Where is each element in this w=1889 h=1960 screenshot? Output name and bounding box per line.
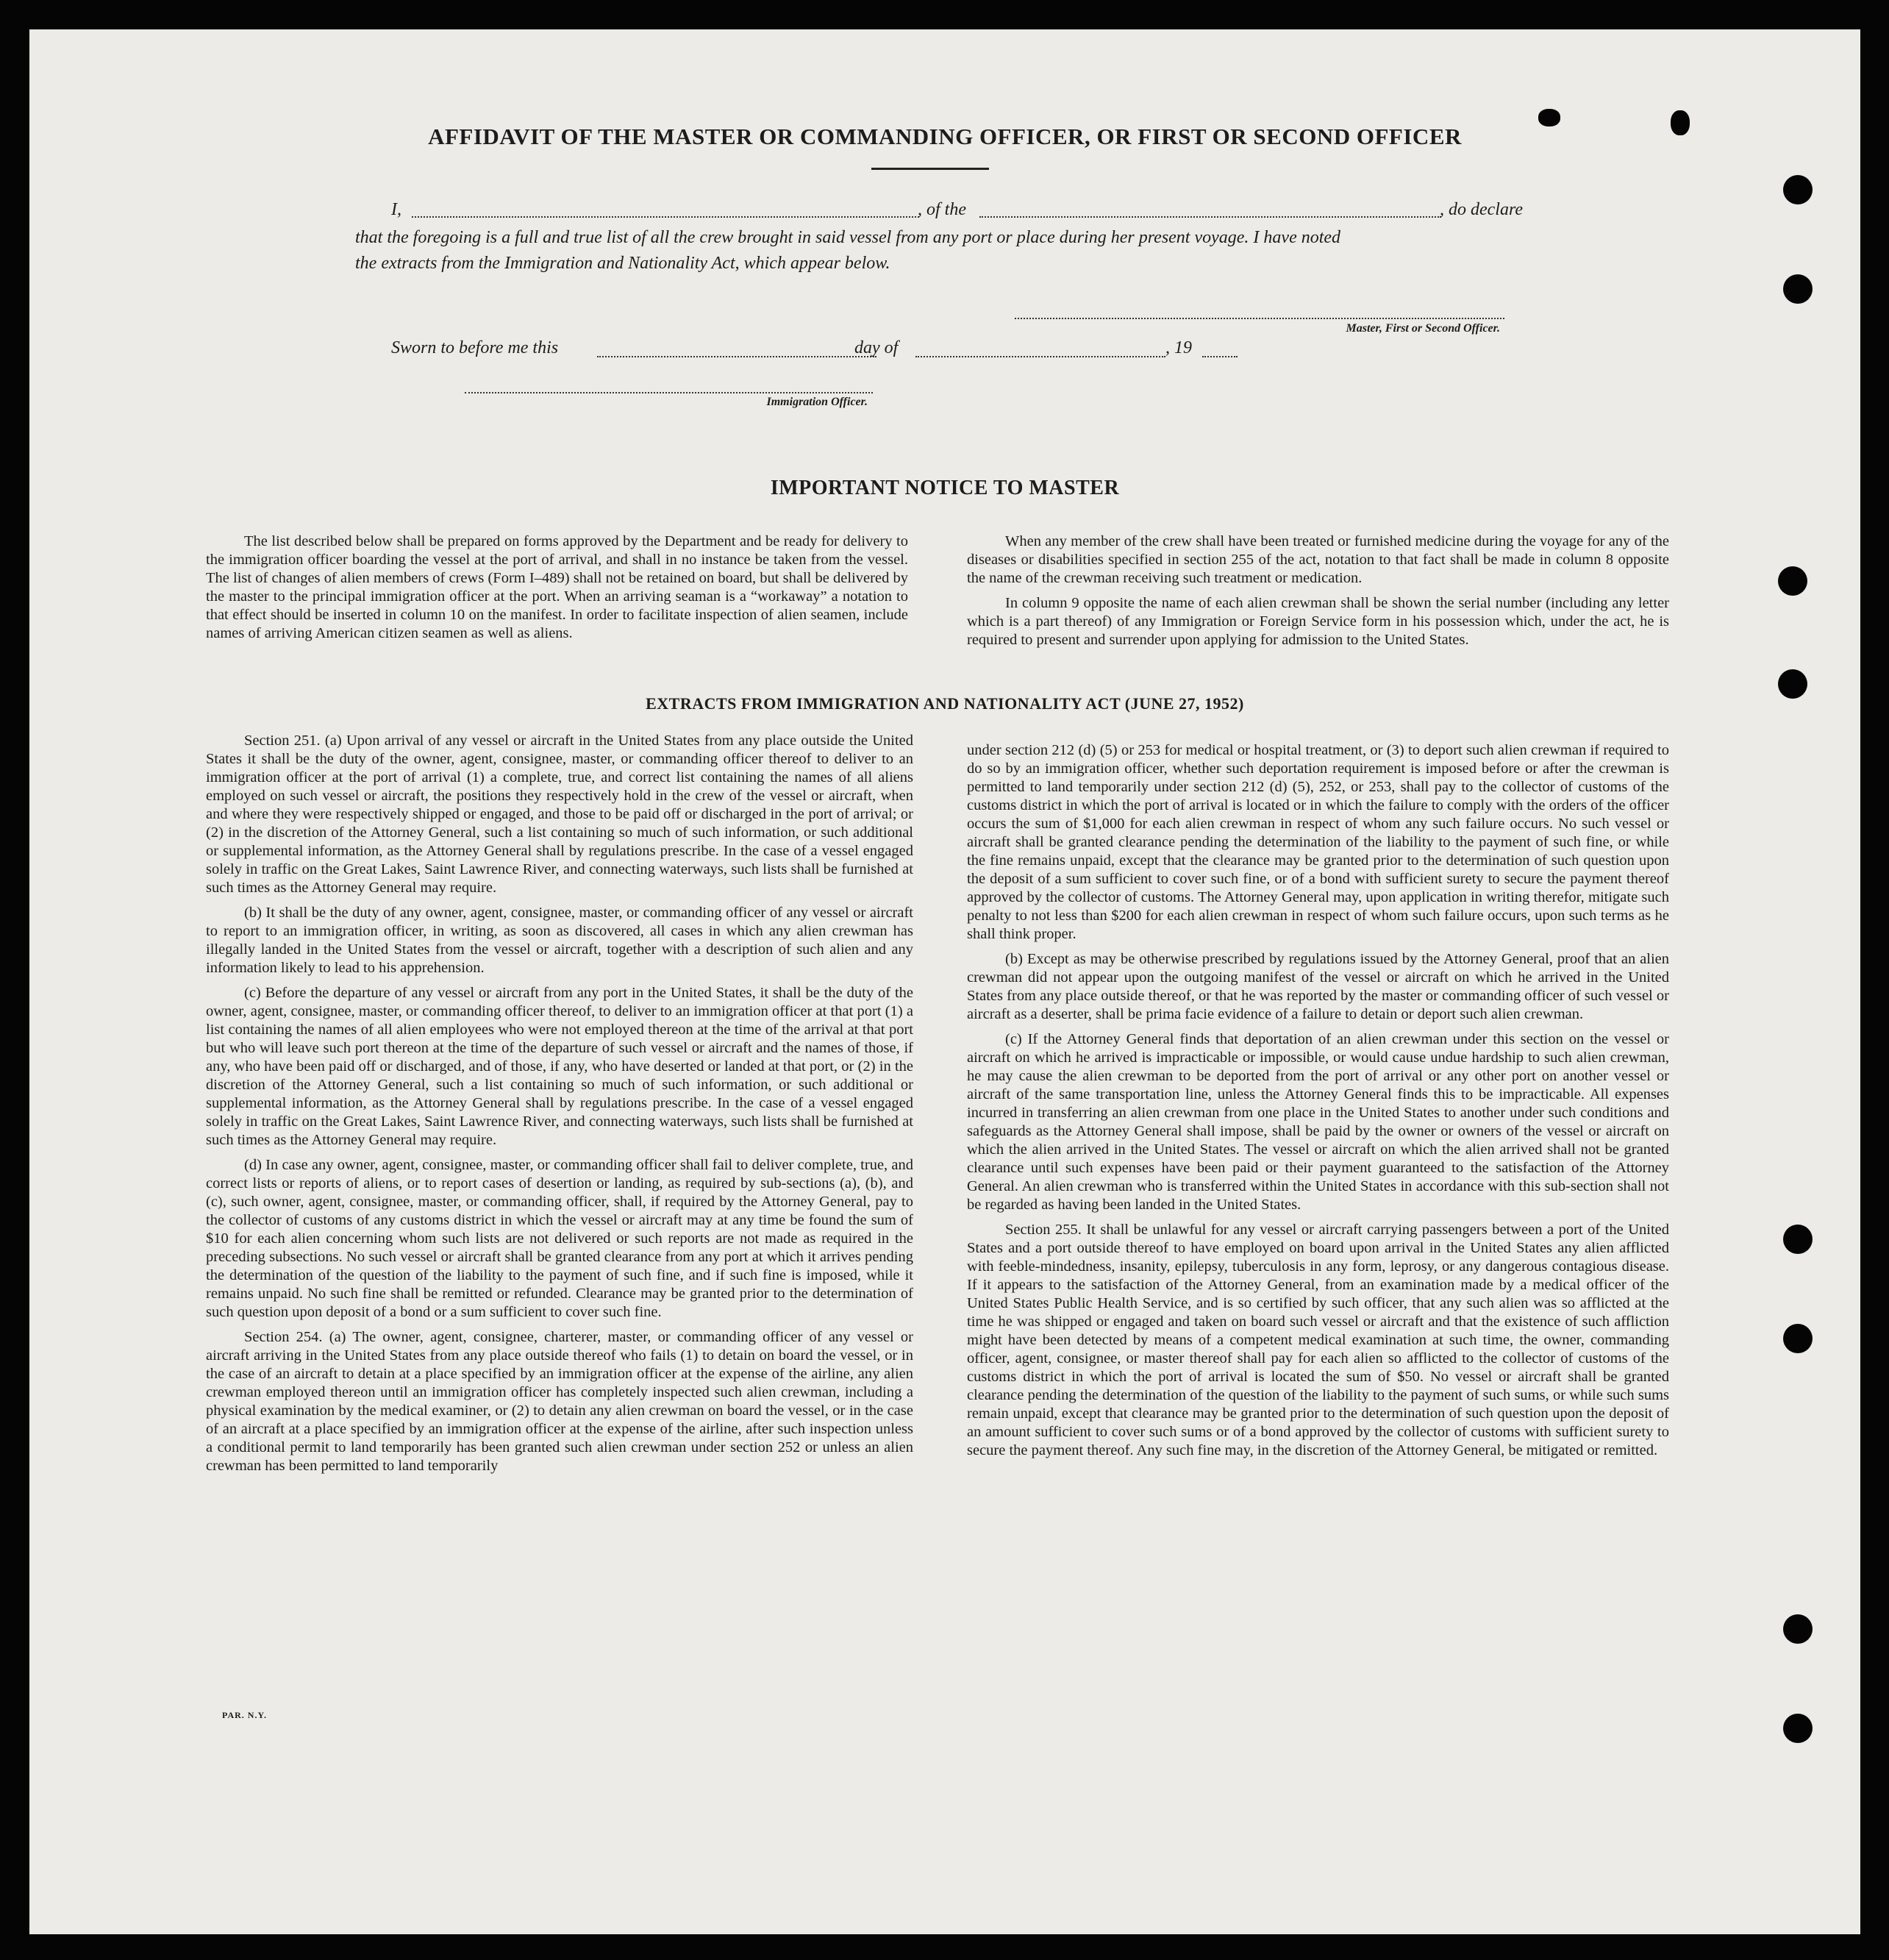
officer-caption: Immigration Officer. [766,396,868,408]
title-underline [871,168,989,170]
extracts-left-column [206,732,913,1482]
printer-code: PAR. N.Y. [222,1710,268,1720]
notice-paragraph: The list described below shall be prepared on forms approved by the Department and be ready for delivery to the immigration officer boarding the vessel at the port of arrival, and shall in no instance be taken from the vessel. The list of changes of alien members of crews (Form I–489) shall not be retained on board, but shall be delivered by the master to the principal immigration officer at the port. When an arriving seaman is a “workaway” a notation to that effect should be inserted in column 10 on the manifest. In order to facilitate inspection of alien seamen, include names of arriving American citizen seamen as well as aliens. [206,533,908,641]
sworn-month-line[interactable] [915,356,1165,357]
extracts-title: EXTRACTS FROM IMMIGRATION AND NATIONALITY ACT (JUNE 27, 1952) [646,694,1244,713]
year-label: , 19 [1165,338,1192,357]
section-paragraph: (b) It shall be the duty of any owner, agent, consignee, master, or commanding officer of any vessel or aircraft to report to an immigration officer, in writing, as soon as discovered, all cases in which any alien crewman has illegally landed in the United States from the vessel or aircraft, together with a description of such alien and any information likely to lead to his apprehension. [206,905,913,976]
word-do-declare: , do declare [1440,200,1524,219]
day-of-label: day of [854,338,899,357]
binder-hole [1783,1324,1813,1353]
binder-hole [1778,669,1807,699]
officer-signature-line[interactable] [465,392,873,393]
section-paragraph: Section 255. It shall be unlawful for any vessel or aircraft carrying passengers between a port of the United States and a port outside thereof to have employed on board upon arrival in the United States any alien afflicted with feeble-mindedness, insanity, epilepsy, tuberculosis in any form, leprosy, or any dangerous contagious disease. If it appears to the satisfaction of the Attorney General, from an examination made by a medical officer of the United States Public Health Service, and is so certified by such officer, that any such alien was so afflicted at the time he was shipped or engaged and taken on board such vessel or aircraft and that the existence of such affliction might have been detected by means of a competent medical examination at such time, the owner, commanding officer, agent, consignee, or master thereof shall pay for each alien so afflicted to the collector of customs of the customs district in which the port of arrival is located the sum of $50. No vessel or aircraft shall be granted clearance pending the determination of the question of the liability to the payment of such sums, or while such sums remain unpaid, except that clearance may be granted prior to the determination of such question upon the deposit of an amount sufficient to cover such sums or of a bond approved by the collector of customs with sufficient surety to secure the payment thereof. Any such fine may, in the discretion of the Attorney General, be mitigated or remitted. [967,1222,1669,1458]
binder-hole [1783,274,1813,304]
word-of-the: , of the [918,200,966,219]
affidavit-title: AFFIDAVIT OF THE MASTER OR COMMANDING OFFICER, OR FIRST OR SECOND OFFICER [428,124,1462,149]
extracts-right-column [967,741,1669,1467]
sworn-label: Sworn to before me this [391,338,559,357]
master-signature-line[interactable] [1015,318,1504,319]
notice-paragraph: When any member of the crew shall have been treated or furnished medicine during the voyage for any of the diseases or disabilities specified in section 255 of the act, notation to that fact shall be made in column 8 opposite the name of the crewman receiving such treatment or medication. [967,533,1669,586]
section-paragraph: Section 251. (a) Upon arrival of any vessel or aircraft in the United States from any place outside the United States it shall be the duty of the owner, agent, consignee, master, or commanding officer thereof to deliver to an immigration officer at the port of arrival (1) a complete, true, and correct list containing the names of all aliens employed on such vessel or aircraft, the positions they respectively hold in the crew of the vessel or aircraft, when and where they were respectively shipped or engaged, and those to be paid off or discharged in the port of arrival; or (2) in the discretion of the Attorney General, such a list containing so much of such information, or such additional or supplemental information, as the Attorney General shall by regulations prescribe. In the case of a vessel engaged solely in traffic on the Great Lakes, Saint Lawrence River, and connecting waterways, such lists shall be furnished at such times as the Attorney General may require. [206,733,913,896]
section-paragraph: (d) In case any owner, agent, consignee, master, or commanding officer shall fail to deliver complete, true, and correct lists or reports of aliens, or to report cases of desertion or landing, as required by sub-sections (a), (b), and (c), such owner, agent, consignee, master, or commanding officer, shall, if required by the Attorney General, pay to the collector of customs of any customs district in which the vessel or aircraft may at any time be found the sum of $10 for each alien concerning whom such lists are not delivered or such reports are not made as required in the preceding subsections. No such vessel or aircraft shall be granted clearance from any port at which it arrives pending the determination of the question of the liability to the payment of such fine, and if such fine is imposed, while it remains unpaid. No such fine shall be remitted or refunded. Clearance may be granted prior to the determination of such question upon deposit of a bond or a sum sufficient to cover such fine. [206,1157,913,1320]
declarant-name-line[interactable] [412,216,919,218]
declaration-line-2: that the foregoing is a full and true list of all the crew brought in said vessel from any port or place during her present voyage. I have noted [355,228,1341,247]
section-paragraph: (b) Except as may be otherwise prescribed by regulations issued by the Attorney General, proof that an alien crewman did not appear upon the outgoing manifest of the vessel or aircraft on which he arrived in the United States from any place outside thereof, or that he was reported by the master or commanding officer of such vessel or aircraft as a deserter, shall be prima facie evidence of a failure to detain or deport such alien crewman. [967,951,1669,1022]
binder-hole [1783,175,1813,204]
sworn-day-line[interactable] [597,356,876,357]
ink-blot [1671,110,1690,135]
binder-hole [1783,1714,1813,1743]
sworn-year-line[interactable] [1202,356,1238,357]
declaration-line-3: the extracts from the Immigration and Nationality Act, which appear below. [355,254,890,273]
section-paragraph: Section 254. (a) The owner, agent, consignee, charterer, master, or commanding officer of any vessel or aircraft arriving in the United States from any place outside thereof who fails (1) to detain on board the vessel, or in the case of an aircraft to detain at a place specified by an immigration officer at the expense of the airline, any alien crewman employed thereon until an immigration officer has completely inspected such alien crewman, including a physical examination by the medical examiner, or (2) to detain any alien crewman on board the vessel, or in the case of an aircraft at a place specified by an immigration officer at the expense of the airline, after such inspection unless a conditional permit to land temporarily has been granted such alien crewman under section 252 or unless an alien crewman has been permitted to land temporarily [206,1329,913,1474]
notice-left-column [206,532,908,649]
vessel-name-line[interactable] [979,216,1441,218]
notice-title: IMPORTANT NOTICE TO MASTER [770,477,1120,499]
section-continuation: under section 212 (d) (5) or 253 for medical or hospital treatment, or (3) to deport such alien crewman if required to do so by an immigration officer, whether such deportation requirement is imposed before or after the crewman is permitted to land temporarily under section 212 (d) (5), 252, or 253, shall pay to the collector of customs of the customs district in which the port of arrival is located or in which the failure to comply with the orders of the officer occurs the sum of $1,000 for each alien crewman in respect of whom any such failure occurs. No such vessel or aircraft shall be granted clearance pending the determination of the liability to the payment of such fine, or while the fine remains unpaid, except that the clearance may be granted prior to the determination of such question upon the deposit of a sum sufficient to cover such fine, or of a bond with sufficient surety to secure the payment thereof approved by the collector of customs. The Attorney General may, upon application in writing therefor, mitigate such penalty to not less than $200 for each alien crewman in respect of whom such failure occurs, upon such terms as he shall think proper. [967,742,1669,942]
notice-paragraph: In column 9 opposite the name of each alien crewman shall be shown the serial number (including any letter which is a part thereof) of any Immigration or Foreign Service form in his possession which, under the act, he is required to present and surrender upon applying for admission to the United States. [967,595,1669,648]
word-i: I, [391,200,401,219]
master-caption: Master, First or Second Officer. [1346,322,1500,335]
section-paragraph: (c) Before the departure of any vessel or aircraft from any port in the United States, it shall be the duty of the owner, agent, consignee, master, or commanding officer thereof, to deliver to an immigration officer at that port (1) a list containing the names of all alien employees who were not employed thereon at the time of the arrival at that port but who will leave such port thereon at the time of the departure of such vessel or aircraft and the names of those, if any, who have been paid off or discharged, and of those, if any, who have deserted or landed at that port, or (2) in the discretion of the Attorney General, such a list containing so much of such information, or such additional or supplemental information, as the Attorney General shall by regulations prescribe. In the case of a vessel engaged solely in traffic on the Great Lakes, Saint Lawrence River, and connecting waterways, such lists shall be furnished at such times as the Attorney General may require. [206,985,913,1148]
notice-right-column [967,532,1669,656]
binder-hole [1778,566,1807,596]
document-page [29,29,1860,1934]
binder-hole [1783,1614,1813,1644]
binder-hole [1783,1225,1813,1254]
section-paragraph: (c) If the Attorney General finds that deportation of an alien crewman under this section on the vessel or aircraft on which he arrived is impracticable or impossible, or would cause undue hardship to such alien crewman, he may cause the alien crewman to be deported from the port of arrival or any other port on another vessel or aircraft of the same transportation line, unless the Attorney General finds this to be impracticable. All expenses incurred in transferring an alien crewman from one place in the United States to another under such conditions and safeguards as the Attorney General shall impose, shall be paid by the owner or owners of the vessel or aircraft on which the alien arrived in the United States. The vessel or aircraft on which the alien arrived shall not be granted clearance until such expenses have been paid or their payment guaranteed to the satisfaction of the Attorney General. An alien crewman who is transferred within the United States in accordance with this sub-section shall not be regarded as having been landed in the United States. [967,1031,1669,1213]
ink-blot [1538,109,1560,126]
